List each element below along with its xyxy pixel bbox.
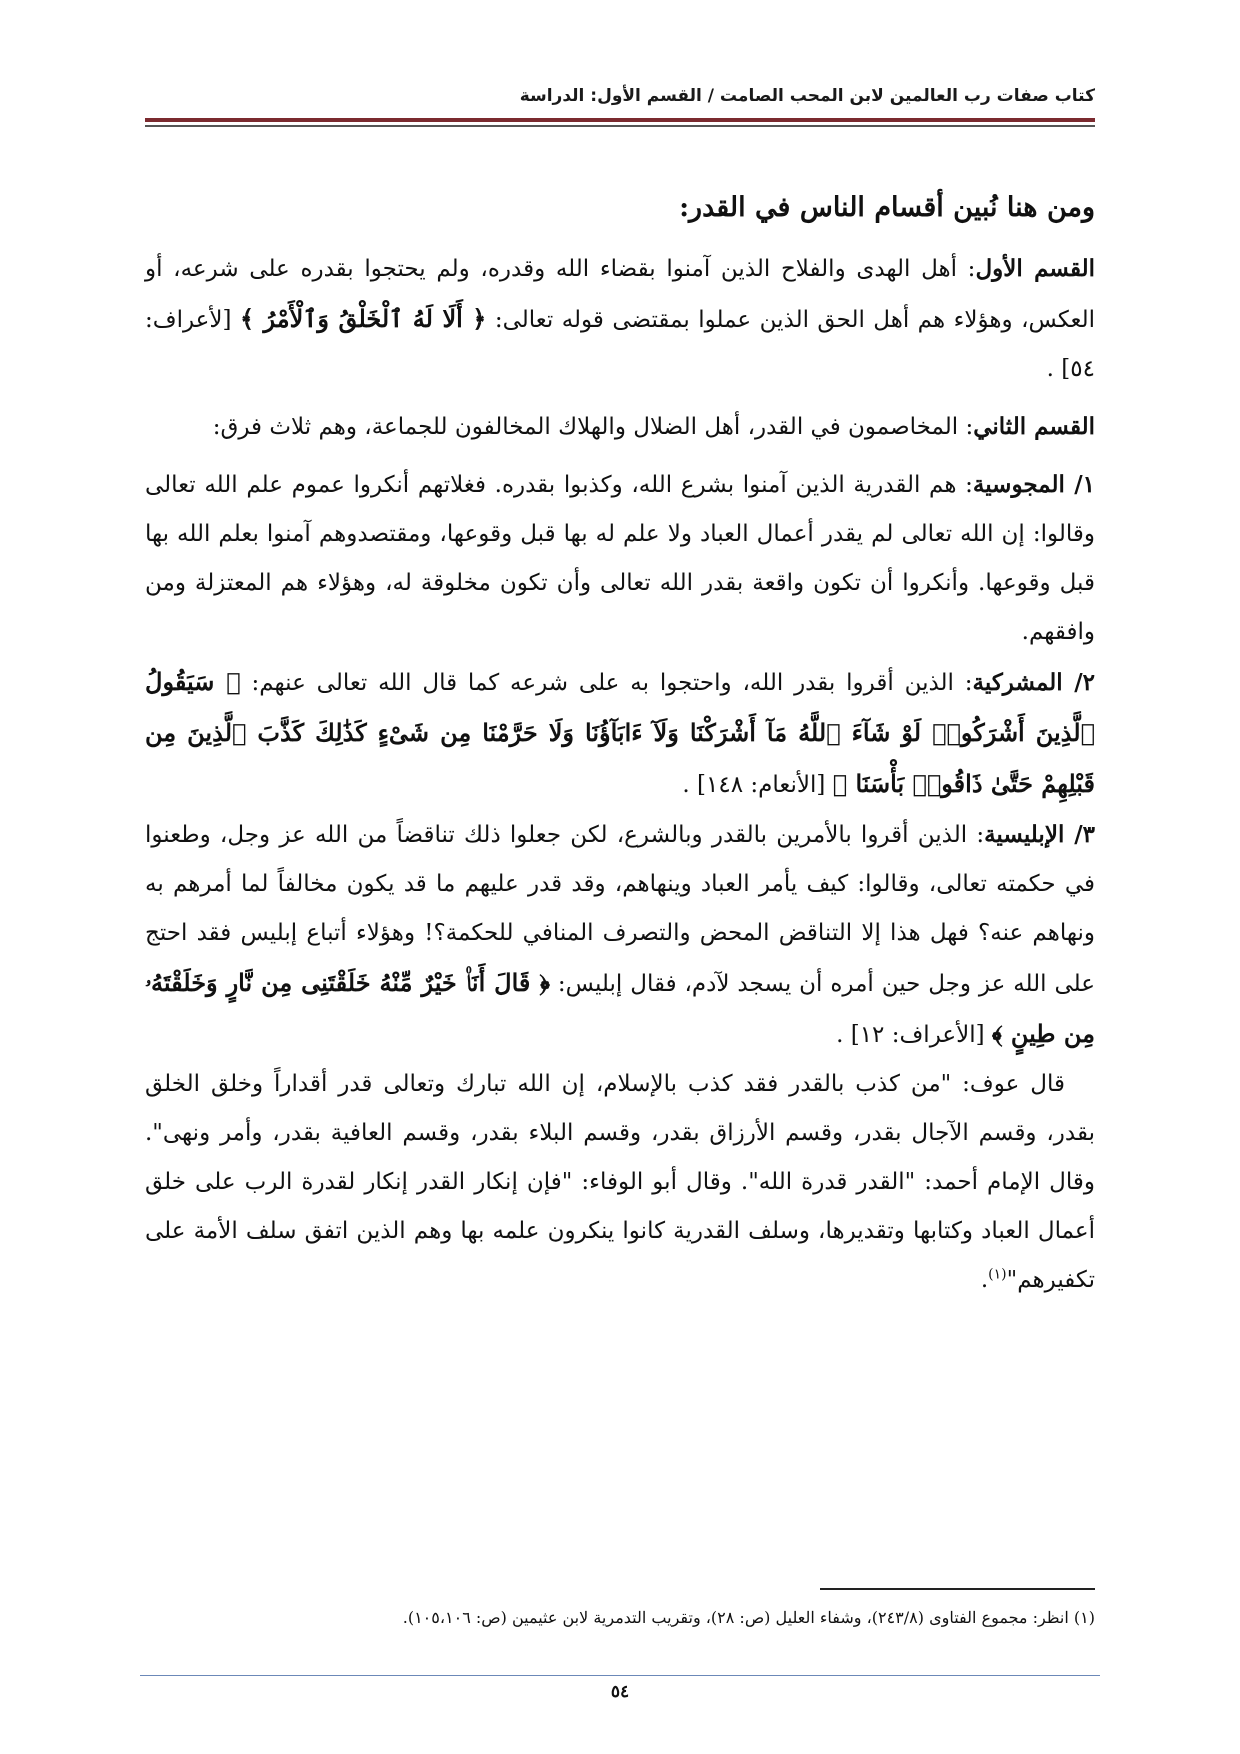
verse-reference-anam-148: [الأنعام: ١٤٨] . — [682, 772, 833, 798]
mushrikiyya-text: : الذين أقروا بقدر الله، واحتجوا به على شرعه كما قال الله تعالى عنهم: — [240, 670, 973, 696]
header-rule-thin — [145, 125, 1095, 127]
page-number: ٥٤ — [610, 1682, 630, 1702]
section-heading: ومن هنا نُبين أقسام الناس في القدر: — [679, 192, 1095, 223]
running-header: كتاب صفات رب العالمين لابن المحب الصامت / القسم الأول: الدراسة — [519, 86, 1095, 106]
paragraph-first-group — [145, 244, 1095, 394]
second-group-text: : المخاصمون في القدر، أهل الضلال والهلاك المخالفون للجماعة، وهم ثلاث فرق: — [212, 414, 974, 440]
majusiyya-label: ١/ المجوسية — [972, 471, 1095, 498]
verse-reference-araf-12: [الأعراف: ١٢] . — [836, 1022, 992, 1048]
quran-verse-araf-54: ﴿ أَلَا لَهُ ٱلْخَلْقُ وَٱلْأَمْرُ ﴾ — [239, 304, 487, 333]
iblisiyya-text: : الذين أقروا بالأمرين بالقدر وبالشرع، لكن جعلوا ذلك تناقضاً من الله عز وجل، وطعنوا في حكمته تعالى، وقالوا: كيف يأمر العباد وينهاهم، وقد قدر عليهم ما قد يكون مخالفاً لما أمرهم به ونهاهم عنه؟ فهل هذا إلا التناقض المحض والتصرف المنافي للحكمة؟! وهؤلاء أتباع إبليس فقد احتج على الله عز وجل حين أمره أن يسجد لآدم، فقال إبليس: — [145, 822, 1095, 997]
paragraph-iblisiyya — [145, 810, 1095, 1060]
quran-verse-araf-12: ﴿ قَالَ أَنَا۠ خَيْرٌ مِّنْهُ خَلَقْتَنِى مِن نَّارٍ وَخَلَقْتَهُۥ مِن طِينٍ ﴾ — [145, 968, 1095, 1048]
verse-reference-araf-54: [لأعراف: ٥٤] . — [145, 307, 1095, 382]
header-rule-thick — [145, 118, 1095, 122]
footnote: (١) انظر: مجموع الفتاوى (٢٤٣/٨)، وشفاء العليل (ص: ٢٨)، وتقريب التدمرية لابن عثيمين (ص: ١٠٥،١٠٦). — [402, 1608, 1095, 1627]
awf-quote-text: قال عوف: "من كذب بالقدر فقد كذب بالإسلام، إن الله تبارك وتعالى قدر أقداراً وخلق الخلق بقدر، وقسم الآجال بقدر، وقسم الأرزاق بقدر، وقسم البلاء بقدر، وقسم العافية بقدر، وأمر ونهى". وقال الإمام أحمد: "القدر قدرة الله". وقال أبو الوفاء: "فإن إنكار القدر إنكار لقدرة الرب على خلق أعمال العباد وكتابها وتقديرها، وسلف القدرية كانوا ينكرون علمه بها وهم الذين اتفق سلف الأمة على تكفيرهم" — [145, 1071, 1095, 1293]
quran-verse-anam-148: ﴿ سَيَقُولُ ٱلَّذِينَ أَشْرَكُوا۟ لَوْ شَآءَ ٱللَّهُ مَآ أَشْرَكْنَا وَلَآ ءَابَآؤُنَا وَلَا حَرَّمْنَا مِن شَىْءٍ كَذَٰلِكَ كَذَّبَ ٱلَّذِينَ مِن قَبْلِهِمْ حَتَّىٰ ذَاقُوا۟ بَأْسَنَا ﴾ — [145, 667, 1095, 798]
iblisiyya-label: ٣/ الإبليسية — [984, 821, 1096, 848]
paragraph-awf-quote — [145, 1060, 1095, 1305]
first-group-text: : أهل الهدى والفلاح الذين آمنوا بقضاء الله وقدره، ولم يحتجوا بقدره على شرعه، أو العكس، وهؤلاء هم أهل الحق الذين عملوا بمقتضى قوله تعالى: — [145, 256, 1096, 333]
first-group-label: القسم الأول — [975, 255, 1095, 282]
awf-quote-end: . — [980, 1267, 989, 1293]
paragraph-mushrikiyya — [145, 657, 1095, 810]
majusiyya-text: : هم القدرية الذين آمنوا بشرع الله، وكذبوا بقدره. فغلاتهم أنكروا عموم علم الله تعالى وقالوا: إن الله تعالى لم يقدر أعمال العباد ولا علم له بها قبل وقوعها، ومقتصدوهم آمنوا بعلم الله بها قبل وقوعها. وأنكروا أن تكون واقعة بقدر الله تعالى وأن تكون مخلوقة له، وهؤلاء هم المعتزلة ومن وافقهم. — [145, 472, 1095, 645]
second-group-label: القسم الثاني — [973, 413, 1095, 440]
mushrikiyya-label: ٢/ المشركية — [972, 669, 1095, 696]
footnote-rule — [820, 1588, 1095, 1590]
footer-rule — [140, 1675, 1100, 1676]
footnote-marker[interactable]: (١) — [988, 1266, 1007, 1283]
paragraph-second-group — [145, 402, 1095, 452]
paragraph-majusiyya — [145, 460, 1095, 657]
body-text — [145, 183, 1095, 1305]
